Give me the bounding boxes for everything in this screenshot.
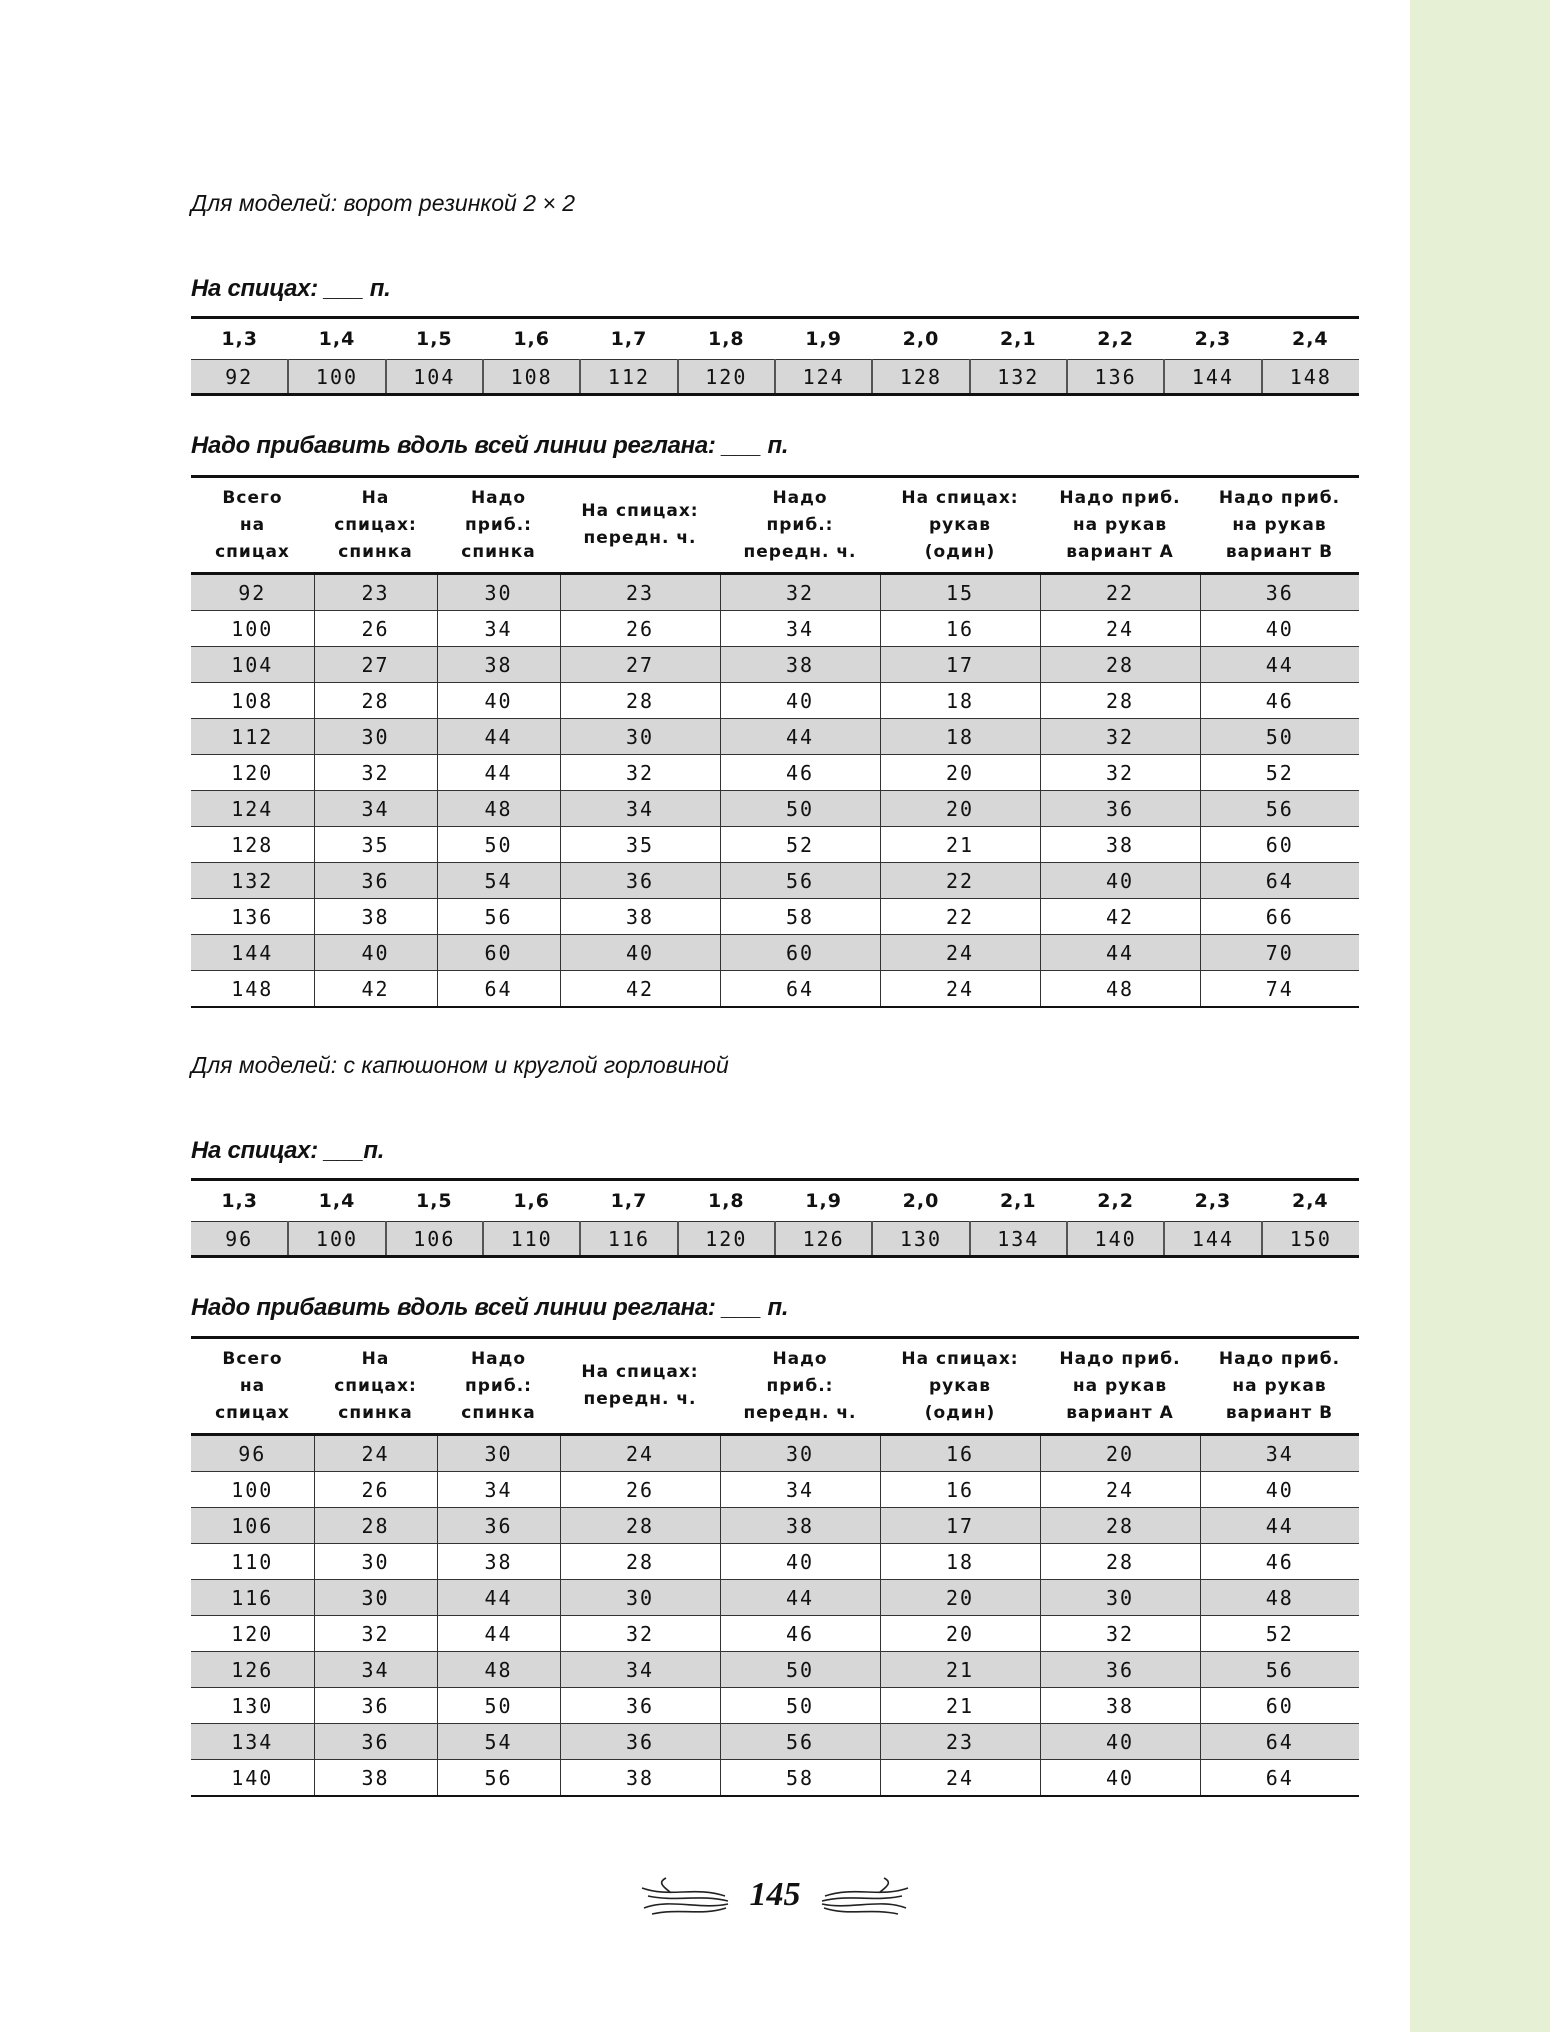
table-cell: 50: [437, 1688, 560, 1724]
section-title: Для моделей: с капюшоном и круглой горловиной: [191, 1052, 729, 1078]
table-cell: 36: [1200, 574, 1359, 611]
table-cell: 130: [191, 1688, 314, 1724]
table-cell: 92: [191, 574, 314, 611]
gauge-label-block: [191, 275, 1359, 303]
table-cell: 32: [1040, 719, 1200, 755]
table-cell: 44: [1040, 935, 1200, 971]
raglan-table-wrap: [191, 1336, 1359, 1797]
table-cell: 64: [720, 971, 880, 1008]
column-header: На спицах: передн. ч.: [560, 477, 720, 574]
gauge-stitches-row: [191, 1222, 1359, 1257]
gauge-stitches-cell: 120: [678, 360, 775, 395]
gauge-density-cell: 1,4: [318, 328, 356, 350]
table-cell: 36: [560, 1724, 720, 1760]
table-cell: 24: [880, 935, 1040, 971]
table-cell: 54: [437, 1724, 560, 1760]
table-cell: 40: [1200, 611, 1359, 647]
gauge-stitches-cell: 140: [1067, 1222, 1164, 1257]
table-cell: 60: [720, 935, 880, 971]
table-cell: 24: [880, 971, 1040, 1008]
gauge-density-cell: 2,2: [1097, 1190, 1134, 1212]
raglan-table: [191, 1336, 1359, 1797]
gauge-density-cell: 1,5: [415, 328, 453, 350]
table-cell: 40: [720, 683, 880, 719]
page-side-band: [1410, 0, 1550, 2032]
gauge-stitches-cell: 100: [288, 360, 385, 395]
table-row: [191, 1616, 1359, 1652]
table-cell: 70: [1200, 935, 1359, 971]
column-header: Надо приб.: спинка: [437, 477, 560, 574]
gauge-stitches-cell: 144: [1164, 360, 1261, 395]
gauge-density-cell: 1,7: [610, 1190, 648, 1212]
table-cell: 34: [1200, 1435, 1359, 1472]
table-cell: 38: [720, 647, 880, 683]
table-cell: 110: [191, 1544, 314, 1580]
table-cell: 32: [1040, 755, 1200, 791]
table-cell: 56: [1200, 1652, 1359, 1688]
gauge-stitches-cell: 100: [288, 1222, 385, 1257]
table-cell: 40: [314, 935, 437, 971]
table-cell: 56: [720, 863, 880, 899]
gauge-density-cell: 2,3: [1194, 1190, 1232, 1212]
table-row: [191, 863, 1359, 899]
column-header: Надо приб.: спинка: [437, 1338, 560, 1435]
gauge-stitches-cell: 134: [970, 1222, 1067, 1257]
table-cell: 23: [880, 1724, 1040, 1760]
table-row: [191, 755, 1359, 791]
column-header: Надо приб. на рукав вариант В: [1200, 1338, 1359, 1435]
table-row: [191, 683, 1359, 719]
table-cell: 120: [191, 755, 314, 791]
section-collar-rib: [191, 190, 1359, 217]
gauge-label-block: [191, 1137, 1359, 1165]
gauge-stitches-cell: 106: [386, 1222, 483, 1257]
table-row: [191, 1472, 1359, 1508]
table-header-row: [191, 1338, 1359, 1435]
table-cell: 34: [720, 611, 880, 647]
table-row: [191, 1435, 1359, 1472]
gauge-density-cell: 1,3: [221, 1190, 258, 1212]
table-cell: 40: [1200, 1472, 1359, 1508]
table-cell: 36: [560, 863, 720, 899]
gauge-table-wrap: [191, 1178, 1359, 1258]
table-cell: 18: [880, 683, 1040, 719]
table-cell: 56: [1200, 791, 1359, 827]
table-cell: 26: [560, 1472, 720, 1508]
gauge-stitches-cell: 128: [872, 360, 969, 395]
table-row: [191, 611, 1359, 647]
table-cell: 48: [437, 1652, 560, 1688]
table-cell: 15: [880, 574, 1040, 611]
table-cell: 30: [437, 574, 560, 611]
table-cell: 38: [437, 1544, 560, 1580]
table-cell: 54: [437, 863, 560, 899]
table-cell: 56: [720, 1724, 880, 1760]
table-cell: 50: [437, 827, 560, 863]
table-cell: 16: [880, 611, 1040, 647]
gauge-stitches-cell: 108: [483, 360, 580, 395]
gauge-density-row: [191, 318, 1359, 360]
table-cell: 44: [720, 719, 880, 755]
table-cell: 66: [1200, 899, 1359, 935]
table-cell: 20: [880, 755, 1040, 791]
table-cell: 64: [1200, 1760, 1359, 1797]
table-cell: 24: [1040, 611, 1200, 647]
table-cell: 44: [437, 719, 560, 755]
table-cell: 38: [1040, 827, 1200, 863]
table-header-row: [191, 477, 1359, 574]
table-cell: 30: [437, 1435, 560, 1472]
table-cell: 22: [1040, 574, 1200, 611]
table-cell: 38: [1040, 1688, 1200, 1724]
table-row: [191, 791, 1359, 827]
table-cell: 40: [1040, 1724, 1200, 1760]
table-cell: 34: [720, 1472, 880, 1508]
table-cell: 28: [1040, 683, 1200, 719]
table-cell: 32: [560, 1616, 720, 1652]
table-cell: 16: [880, 1472, 1040, 1508]
table-row: [191, 899, 1359, 935]
table-cell: 32: [314, 755, 437, 791]
table-row: [191, 1508, 1359, 1544]
table-cell: 21: [880, 827, 1040, 863]
column-header: Всего на спицах: [191, 477, 314, 574]
table-cell: 34: [437, 611, 560, 647]
table-cell: 96: [191, 1435, 314, 1472]
table-cell: 148: [191, 971, 314, 1008]
table-cell: 30: [314, 1544, 437, 1580]
table-cell: 30: [560, 1580, 720, 1616]
table-row: [191, 719, 1359, 755]
table-cell: 28: [314, 1508, 437, 1544]
table-cell: 40: [437, 683, 560, 719]
table-cell: 104: [191, 647, 314, 683]
table-cell: 48: [1200, 1580, 1359, 1616]
table-cell: 16: [880, 1435, 1040, 1472]
table-cell: 44: [437, 1580, 560, 1616]
gauge-density-cell: 2,4: [1291, 328, 1329, 350]
table-cell: 24: [560, 1435, 720, 1472]
table-row: [191, 1580, 1359, 1616]
table-cell: 17: [880, 647, 1040, 683]
table-cell: 100: [191, 1472, 314, 1508]
gauge-density-cell: 2,1: [999, 1190, 1037, 1212]
gauge-density-cell: 1,9: [805, 328, 842, 350]
table-cell: 38: [314, 899, 437, 935]
table-cell: 32: [720, 574, 880, 611]
table-cell: 64: [437, 971, 560, 1008]
table-cell: 36: [314, 1688, 437, 1724]
table-cell: 36: [1040, 1652, 1200, 1688]
table-cell: 46: [720, 755, 880, 791]
section-title: Для моделей: ворот резинкой 2 × 2: [191, 190, 575, 216]
table-cell: 20: [1040, 1435, 1200, 1472]
gauge-stitches-cell: 132: [970, 360, 1067, 395]
table-cell: 100: [191, 611, 314, 647]
raglan-table: [191, 475, 1359, 1008]
table-cell: 32: [314, 1616, 437, 1652]
table-cell: 34: [437, 1472, 560, 1508]
table-cell: 27: [560, 647, 720, 683]
table-cell: 30: [720, 1435, 880, 1472]
section-hood-round-neck: [191, 1052, 1359, 1079]
table-cell: 30: [1040, 1580, 1200, 1616]
table-cell: 38: [560, 899, 720, 935]
table-cell: 28: [1040, 647, 1200, 683]
gauge-density-cell: 2,2: [1097, 328, 1134, 350]
gauge-density-cell: 1,3: [221, 328, 258, 350]
table-cell: 116: [191, 1580, 314, 1616]
table-row: [191, 647, 1359, 683]
gauge-stitches-row: [191, 360, 1359, 395]
table-row: [191, 1724, 1359, 1760]
table-cell: 52: [720, 827, 880, 863]
table-cell: 52: [1200, 755, 1359, 791]
table-cell: 23: [314, 574, 437, 611]
table-cell: 35: [314, 827, 437, 863]
table-cell: 50: [720, 1688, 880, 1724]
column-header: На спицах: спинка: [314, 477, 437, 574]
table-cell: 34: [560, 1652, 720, 1688]
table-cell: 28: [560, 1508, 720, 1544]
gauge-density-cell: 1,9: [805, 1190, 842, 1212]
table-cell: 42: [1040, 899, 1200, 935]
table-cell: 64: [1200, 863, 1359, 899]
table-cell: 74: [1200, 971, 1359, 1008]
table-cell: 26: [314, 1472, 437, 1508]
table-cell: 48: [1040, 971, 1200, 1008]
table-cell: 60: [1200, 1688, 1359, 1724]
column-header: Надо приб.: передн. ч.: [720, 1338, 880, 1435]
table-row: [191, 1652, 1359, 1688]
table-cell: 35: [560, 827, 720, 863]
table-cell: 40: [720, 1544, 880, 1580]
table-cell: 58: [720, 899, 880, 935]
table-cell: 40: [560, 935, 720, 971]
table-cell: 38: [720, 1508, 880, 1544]
table-cell: 20: [880, 791, 1040, 827]
table-cell: 32: [1040, 1616, 1200, 1652]
table-cell: 38: [437, 647, 560, 683]
table-cell: 24: [1040, 1472, 1200, 1508]
gauge-stitches-cell: 144: [1164, 1222, 1261, 1257]
raglan-label: Надо прибавить вдоль всей линии реглана: ___ п.: [191, 432, 789, 459]
gauge-stitches-cell: 92: [191, 360, 288, 395]
gauge-density-cell: 2,4: [1291, 1190, 1329, 1212]
table-row: [191, 827, 1359, 863]
page-number: 145: [749, 1876, 801, 1913]
table-cell: 44: [1200, 1508, 1359, 1544]
gauge-table-wrap: [191, 316, 1359, 396]
table-cell: 50: [1200, 719, 1359, 755]
table-cell: 40: [1040, 863, 1200, 899]
table-cell: 42: [560, 971, 720, 1008]
table-cell: 126: [191, 1652, 314, 1688]
table-cell: 58: [720, 1760, 880, 1797]
table-cell: 34: [560, 791, 720, 827]
table-cell: 56: [437, 899, 560, 935]
table-cell: 40: [1040, 1760, 1200, 1797]
table-row: [191, 1760, 1359, 1797]
table-cell: 42: [314, 971, 437, 1008]
column-header: На спицах: рукав (один): [880, 1338, 1040, 1435]
table-cell: 26: [560, 611, 720, 647]
table-cell: 132: [191, 863, 314, 899]
table-cell: 48: [437, 791, 560, 827]
gauge-table: [191, 316, 1359, 396]
table-cell: 23: [560, 574, 720, 611]
column-header: Всего на спицах: [191, 1338, 314, 1435]
table-cell: 30: [314, 719, 437, 755]
gauge-stitches-cell: 148: [1262, 360, 1359, 395]
table-row: [191, 971, 1359, 1008]
table-cell: 50: [720, 791, 880, 827]
table-cell: 44: [1200, 647, 1359, 683]
table-cell: 22: [880, 899, 1040, 935]
table-row: [191, 935, 1359, 971]
gauge-stitches-cell: 130: [872, 1222, 969, 1257]
raglan-label: Надо прибавить вдоль всей линии реглана: ___ п.: [191, 1294, 789, 1321]
table-cell: 34: [314, 791, 437, 827]
gauge-density-cell: 2,3: [1194, 328, 1232, 350]
table-cell: 36: [560, 1688, 720, 1724]
table-cell: 24: [880, 1760, 1040, 1797]
table-cell: 26: [314, 611, 437, 647]
table-cell: 30: [314, 1580, 437, 1616]
column-header: На спицах: передн. ч.: [560, 1338, 720, 1435]
table-cell: 124: [191, 791, 314, 827]
gauge-label: На спицах: ___ п.: [191, 275, 391, 302]
table-cell: 38: [560, 1760, 720, 1797]
gauge-stitches-cell: 112: [580, 360, 677, 395]
gauge-stitches-cell: 150: [1262, 1222, 1359, 1257]
table-row: [191, 1544, 1359, 1580]
table-cell: 46: [1200, 683, 1359, 719]
table-cell: 34: [314, 1652, 437, 1688]
gauge-stitches-cell: 104: [386, 360, 483, 395]
table-cell: 52: [1200, 1616, 1359, 1652]
table-cell: 128: [191, 827, 314, 863]
table-cell: 28: [314, 683, 437, 719]
gauge-label: На спицах: ___п.: [191, 1137, 385, 1164]
gauge-stitches-cell: 116: [580, 1222, 677, 1257]
table-cell: 32: [560, 755, 720, 791]
table-row: [191, 1688, 1359, 1724]
gauge-stitches-cell: 126: [775, 1222, 872, 1257]
gauge-density-row: [191, 1180, 1359, 1222]
gauge-density-cell: 1,6: [513, 1190, 550, 1212]
page-footer: [640, 1868, 910, 1928]
table-cell: 106: [191, 1508, 314, 1544]
gauge-stitches-cell: 96: [191, 1222, 288, 1257]
table-cell: 108: [191, 683, 314, 719]
gauge-density-cell: 2,1: [999, 328, 1037, 350]
gauge-stitches-cell: 136: [1067, 360, 1164, 395]
table-cell: 18: [880, 719, 1040, 755]
table-cell: 60: [1200, 827, 1359, 863]
table-cell: 21: [880, 1652, 1040, 1688]
gauge-density-cell: 1,7: [610, 328, 648, 350]
raglan-label-block: [191, 1294, 1359, 1322]
raglan-label-block: [191, 432, 1359, 460]
table-cell: 28: [560, 1544, 720, 1580]
table-cell: 27: [314, 647, 437, 683]
table-cell: 20: [880, 1580, 1040, 1616]
column-header: На спицах: спинка: [314, 1338, 437, 1435]
gauge-table: [191, 1178, 1359, 1258]
table-cell: 22: [880, 863, 1040, 899]
table-cell: 30: [560, 719, 720, 755]
table-cell: 28: [560, 683, 720, 719]
table-cell: 36: [314, 863, 437, 899]
gauge-stitches-cell: 120: [678, 1222, 775, 1257]
table-cell: 24: [314, 1435, 437, 1472]
gauge-density-cell: 2,0: [902, 1190, 940, 1212]
gauge-density-cell: 1,5: [415, 1190, 453, 1212]
table-cell: 56: [437, 1760, 560, 1797]
table-cell: 38: [314, 1760, 437, 1797]
column-header: Надо приб. на рукав вариант А: [1040, 1338, 1200, 1435]
table-cell: 44: [437, 1616, 560, 1652]
table-cell: 36: [437, 1508, 560, 1544]
table-cell: 134: [191, 1724, 314, 1760]
table-cell: 60: [437, 935, 560, 971]
table-cell: 36: [1040, 791, 1200, 827]
table-cell: 36: [314, 1724, 437, 1760]
gauge-density-cell: 2,0: [902, 328, 940, 350]
column-header: Надо приб. на рукав вариант А: [1040, 477, 1200, 574]
table-cell: 112: [191, 719, 314, 755]
table-cell: 44: [720, 1580, 880, 1616]
raglan-table-wrap: [191, 475, 1359, 1008]
table-cell: 144: [191, 935, 314, 971]
gauge-density-cell: 1,8: [707, 328, 745, 350]
table-cell: 17: [880, 1508, 1040, 1544]
table-cell: 120: [191, 1616, 314, 1652]
table-cell: 28: [1040, 1544, 1200, 1580]
table-cell: 46: [720, 1616, 880, 1652]
table-cell: 20: [880, 1616, 1040, 1652]
table-cell: 136: [191, 899, 314, 935]
table-cell: 140: [191, 1760, 314, 1797]
table-cell: 64: [1200, 1724, 1359, 1760]
gauge-density-cell: 1,6: [513, 328, 550, 350]
gauge-stitches-cell: 124: [775, 360, 872, 395]
gauge-stitches-cell: 110: [483, 1222, 580, 1257]
column-header: Надо приб.: передн. ч.: [720, 477, 880, 574]
table-cell: 18: [880, 1544, 1040, 1580]
gauge-density-cell: 1,4: [318, 1190, 356, 1212]
gauge-density-cell: 1,8: [707, 1190, 745, 1212]
table-cell: 46: [1200, 1544, 1359, 1580]
table-cell: 21: [880, 1688, 1040, 1724]
table-cell: 28: [1040, 1508, 1200, 1544]
table-row: [191, 574, 1359, 611]
table-cell: 44: [437, 755, 560, 791]
column-header: Надо приб. на рукав вариант В: [1200, 477, 1359, 574]
column-header: На спицах: рукав (один): [880, 477, 1040, 574]
table-cell: 50: [720, 1652, 880, 1688]
